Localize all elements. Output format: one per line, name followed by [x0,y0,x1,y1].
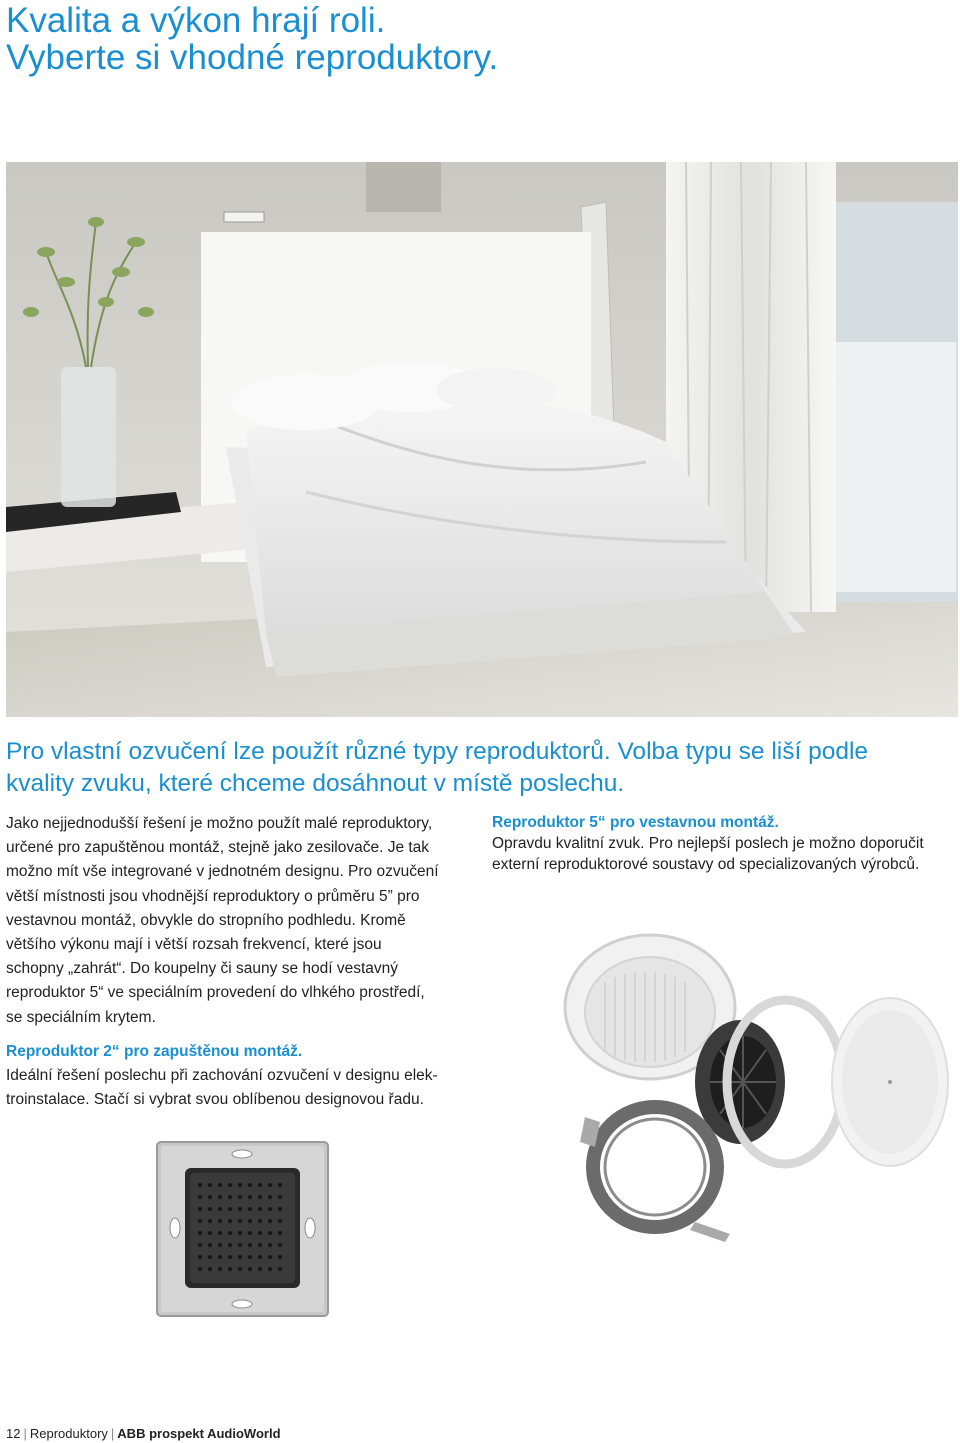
footer-section: Reproduktory [29,1426,108,1441]
body-line: větší místnosti jsou vhodnější reproduktory o průměru 5” pro [6,887,420,905]
page-footer [6,1425,281,1443]
body-paragraph [6,812,476,1030]
speaker2-line-2: troinstalace. Stačí si vybrat svou oblíbenou designovou řadu. [6,1091,424,1108]
body-line: vestavnou montáž, obvykle do stropního podhledu. Kromě [6,911,406,929]
body-line: se speciálním krytem. [6,1008,156,1026]
speaker5-section [492,812,958,875]
body-line: možno mít vše integrované v jednotném designu. Pro ozvučení [6,863,439,881]
body-line: schopny „zahrát“. Do koupelny či sauny se hodí vestavný [6,960,399,978]
body-line: reproduktor 5“ ve speciálním provedení do vlhkého prostředí, [6,984,425,1002]
title-line-1: Kvalita a výkon hrají roli. [6,1,386,40]
bedroom-photo [6,162,958,717]
footer-separator: | [23,1426,27,1441]
page-title [6,2,498,76]
footer-brand: ABB prospekt AudioWorld [117,1426,281,1441]
intro-line-1: Pro vlastní ozvučení lze použít různé typy reproduktorů. Volba typu se liší podle [6,738,869,765]
body-line: určené pro zapuštěnou montáž, stejně jako zesilovače. Je tak [6,839,430,857]
intro-text [6,736,946,800]
footer-separator: | [110,1426,115,1441]
speaker5-line-2: externí reproduktorové soustavy od specializovaných výrobců. [492,856,920,873]
speaker2-heading: Reproduktor 2“ pro zapuštěnou montáž. [6,1043,303,1060]
intro-line-2: kvality zvuku, které chceme dosáhnout v místě poslechu. [6,770,625,797]
speaker2-section [6,1040,476,1112]
body-line: většího výkonu mají i větší rozsah frekvencí, které jsou [6,936,382,954]
speaker5-heading: Reproduktor 5“ pro vestavnou montáž. [492,814,779,831]
page-number: 12 [6,1426,21,1441]
speaker5-line-1: Opravdu kvalitní zvuk. Pro nejlepší poslech je možno doporučit [492,835,924,852]
title-line-2: Vyberte si vhodné reproduktory. [6,38,499,77]
speaker5-exploded-image [555,932,955,1252]
body-line: Jako nejjednodušší řešení je možno použít malé reproduktory, [6,815,433,832]
speaker2-image [155,1140,330,1318]
speaker2-line-1: Ideální řešení poslechu při zachování ozvučení v designu elek- [6,1067,438,1084]
